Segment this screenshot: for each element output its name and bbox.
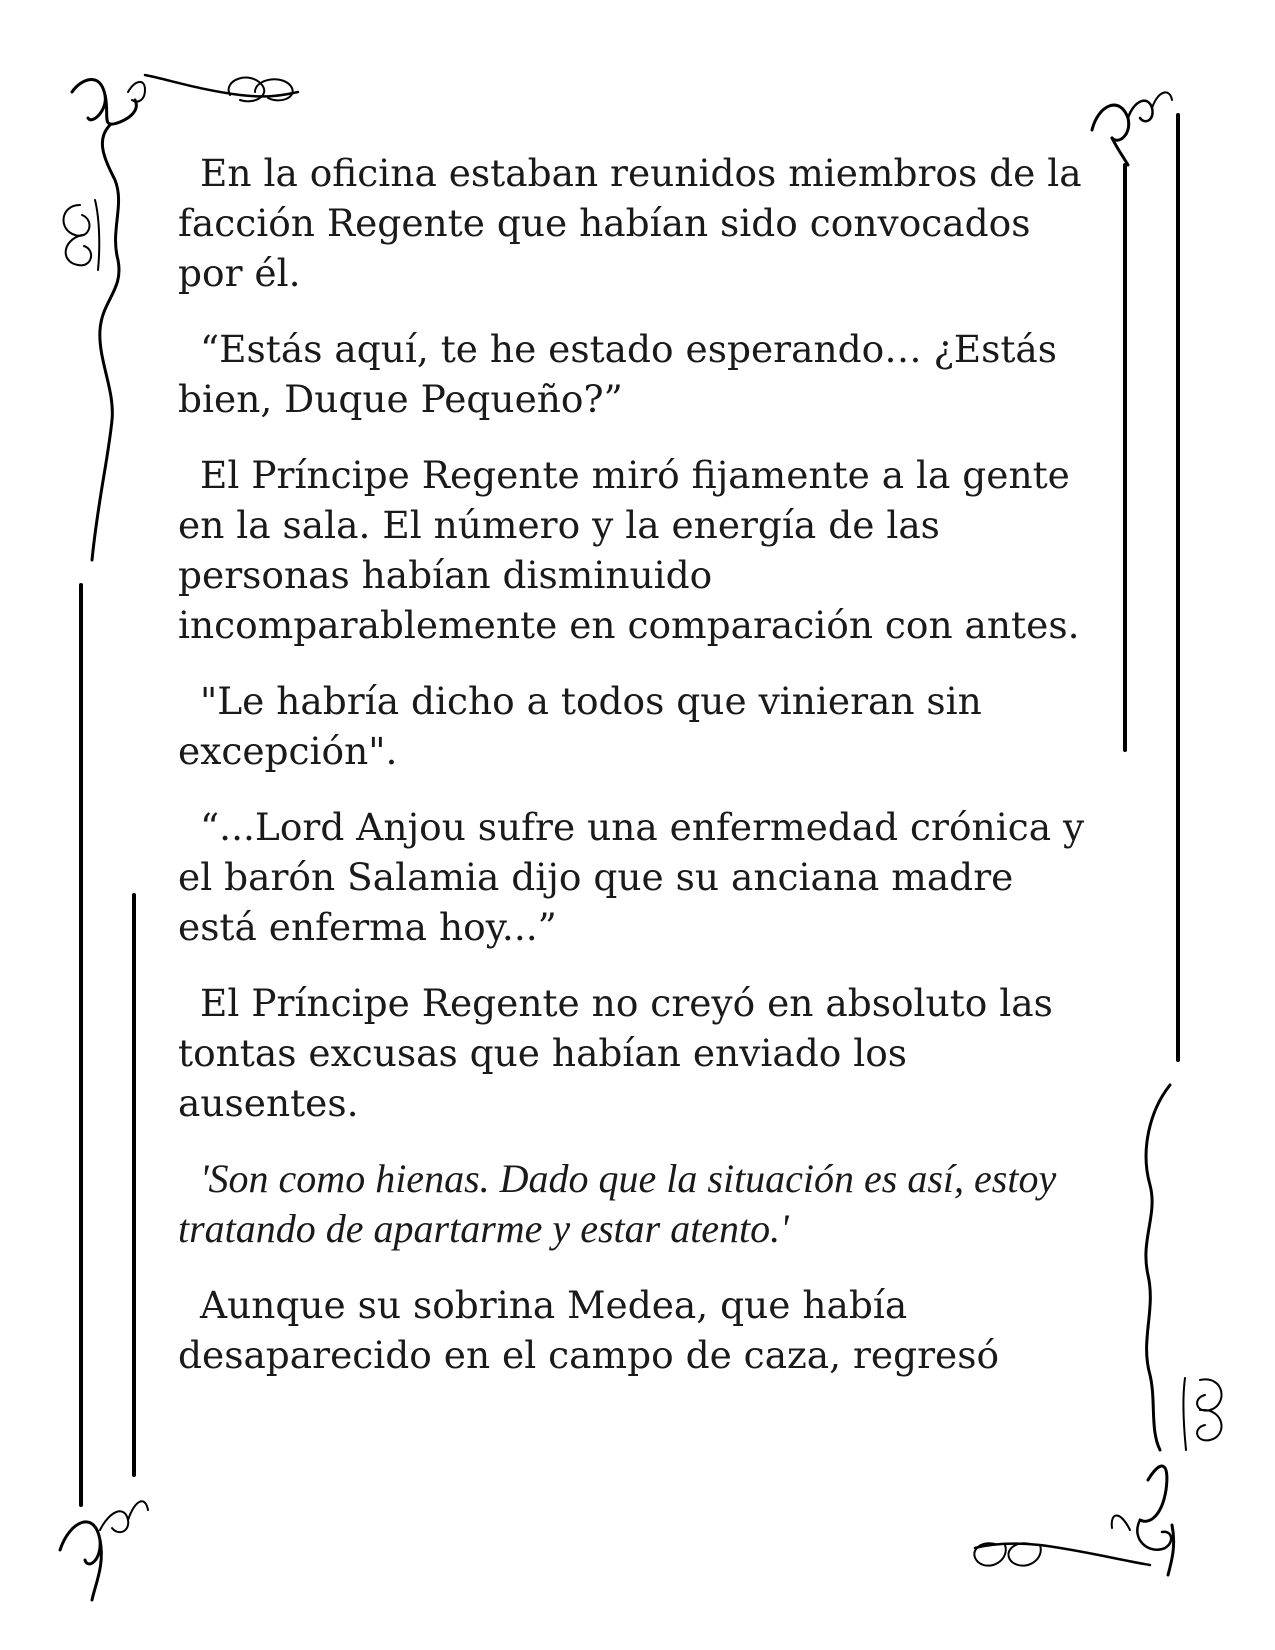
paragraph-8: Aunque su sobrina Medea, que había desaparecido en el campo de caza, regresó: [178, 1283, 1000, 1377]
body-text: [178, 148, 1098, 1406]
paragraph-4: "Le habría dicho a todos que vinieran sin excepción".: [178, 679, 982, 773]
paragraph-3: El Príncipe Regente miró fijamente a la gente en la sala. El número y la energía de las personas habían disminuido incomparablemente en comparación con antes.: [178, 453, 1080, 647]
paragraph-5: “...Lord Anjou sufre una enfermedad crónica y el barón Salamia dijo que su anciana madre está enferma hoy...”: [178, 805, 1085, 949]
paragraph-6: El Príncipe Regente no creyó en absoluto las tontas excusas que habían enviado los ausentes.: [178, 981, 1053, 1125]
paragraph-7-thought: 'Son como hienas. Dado que la situación es así, estoy tratando de apartarme y estar atento.': [178, 1156, 1057, 1251]
flourish-top-right: [1092, 92, 1172, 165]
flourish-bottom-left: [60, 1501, 148, 1600]
paragraph-1: En la oficina estaban reunidos miembros de la facción Regente que habían sido convocados por él.: [178, 151, 1082, 295]
paragraph-2: “Estás aquí, te he estado esperando… ¿Estás bien, Duque Pequeño?”: [178, 327, 1058, 421]
